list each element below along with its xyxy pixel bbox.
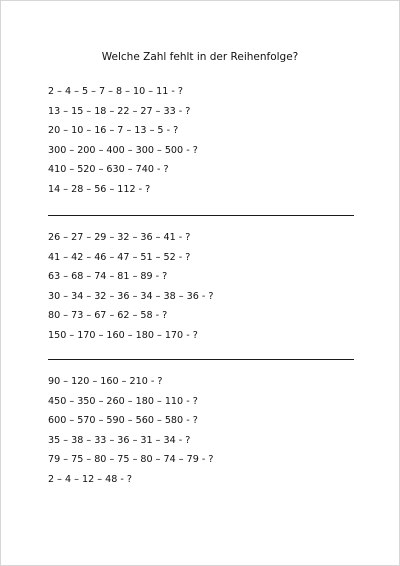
sequence-row: 41 – 42 – 46 – 47 – 51 – 52 - ? [48, 251, 191, 263]
sequence-row: 90 – 120 – 160 – 210 - ? [48, 376, 163, 387]
sequence-row: 30 – 34 – 32 – 36 – 34 – 38 – 36 - ? [48, 290, 214, 302]
sequence-group-2 [48, 228, 213, 345]
sequence-row: 79 – 75 – 80 – 75 – 80 – 74 – 79 - ? [48, 454, 214, 465]
sequence-row: 300 – 200 – 400 – 300 – 500 - ? [48, 144, 198, 156]
sequence-row: 63 – 68 – 74 – 81 – 89 - ? [48, 271, 168, 282]
sequence-group-1 [48, 82, 198, 199]
sequence-row: 20 – 10 – 16 – 7 – 13 – 5 - ? [48, 125, 179, 136]
sequence-row: 150 – 170 – 160 – 180 – 170 - ? [48, 329, 198, 341]
sequence-row: 80 – 73 – 67 – 62 – 58 - ? [48, 310, 168, 321]
worksheet-title: Welche Zahl fehlt in der Reihenfolge? [101, 51, 299, 63]
section-divider [48, 215, 354, 216]
sequence-row: 26 – 27 – 29 – 32 – 36 – 41 - ? [48, 232, 191, 243]
sequence-row: 600 – 570 – 590 – 560 – 580 - ? [48, 415, 198, 426]
sequence-row: 2 – 4 – 5 – 7 – 8 – 10 – 11 - ? [48, 86, 183, 97]
sequence-row: 14 – 28 – 56 – 112 - ? [48, 183, 151, 195]
sequence-row: 2 – 4 – 12 – 48 - ? [48, 473, 132, 485]
sequence-row: 13 – 15 – 18 – 22 – 27 – 33 - ? [48, 105, 191, 117]
section-divider [48, 359, 354, 360]
sequence-group-3 [48, 372, 213, 489]
sequence-row: 450 – 350 – 260 – 180 – 110 - ? [48, 395, 198, 407]
sequence-row: 410 – 520 – 630 – 740 - ? [48, 164, 169, 175]
sequence-row: 35 – 38 – 33 – 36 – 31 – 34 - ? [48, 434, 191, 446]
